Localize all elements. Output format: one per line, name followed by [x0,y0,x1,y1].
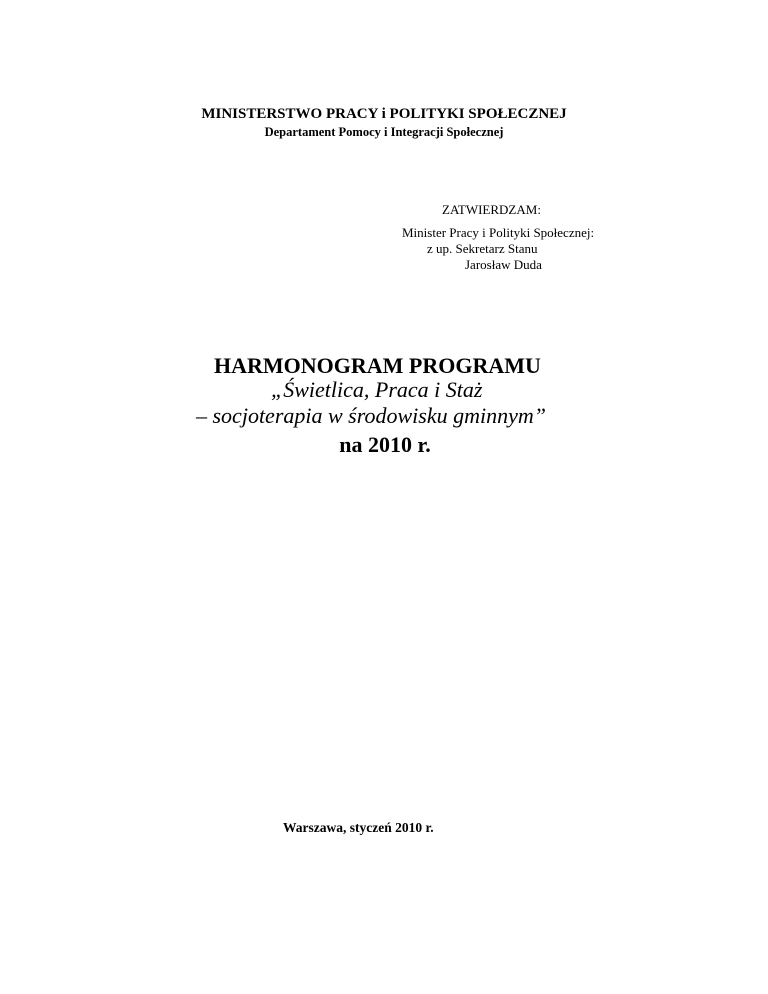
place-and-date: Warszawa, styczeń 2010 r. [283,820,434,835]
department-name: Departament Pomocy i Integracji Społecznej [264,125,504,139]
ministry-name: MINISTERSTWO PRACY i POLITYKI SPOŁECZNEJ [201,106,567,122]
program-name-line-1: „Świetlica, Praca i Staż [271,377,483,402]
approval-minister: Minister Pracy i Polityki Społecznej: [402,225,595,240]
document-year: na 2010 r. [339,432,431,457]
document-title: HARMONOGRAM PROGRAMU [214,353,541,378]
approval-deputy: z up. Sekretarz Stanu [427,241,538,256]
approval-signatory-name: Jarosław Duda [465,257,542,272]
program-name-line-2: – socjoterapia w środowisku gminnym” [196,403,546,428]
approval-label: ZATWIERDZAM: [442,202,541,217]
